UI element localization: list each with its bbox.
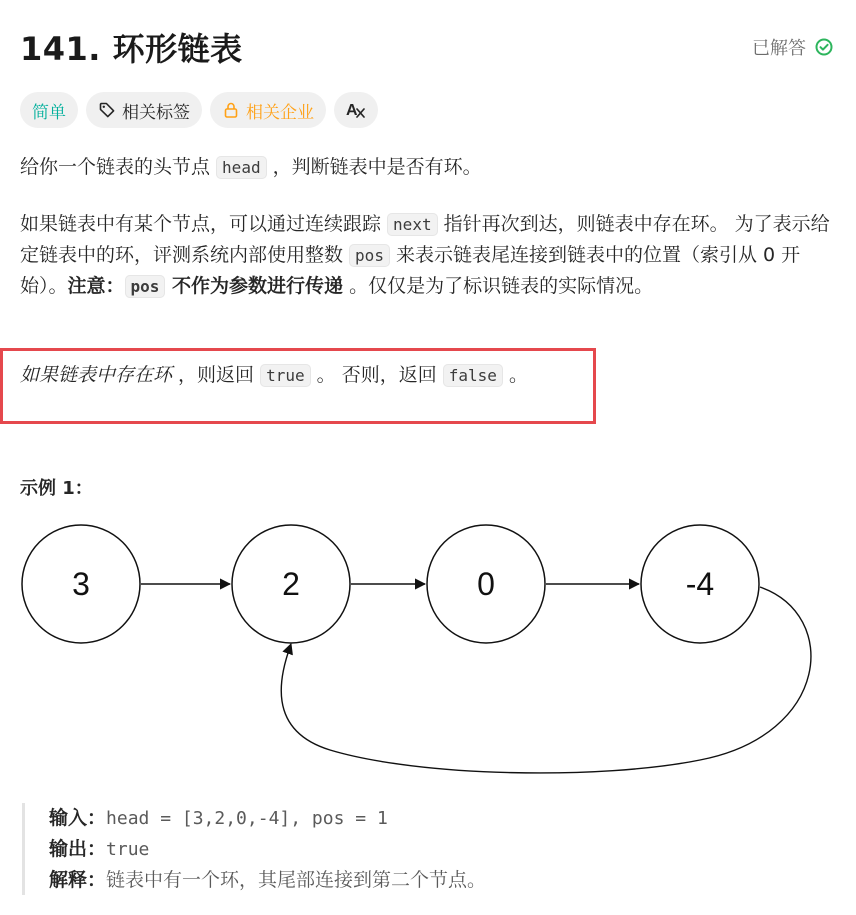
output-value: true [106,839,150,860]
inline-code-false: false [443,364,503,387]
description-paragraph-2 [20,209,835,302]
text-span: ，判断链表中是否有环。 [266,156,482,178]
difficulty-label: 简单 [32,102,66,123]
lock-icon [222,101,240,119]
input-value: head = [3,2,0,-4], pos = 1 [106,808,388,829]
explain-value: 链表中有一个环，其尾部连接到第二个节点。 [106,869,487,891]
text-span: 。 [502,364,528,386]
example-io-block [22,803,486,895]
example-explain-line [49,865,486,895]
page-title: 141. 环形链表 [20,30,243,68]
node-value: 0 [477,566,495,602]
tag-row [20,92,378,128]
inline-code-next: next [387,213,438,236]
bold-text: 不作为参数进行传递 [165,275,344,297]
output-label: 输出： [49,838,107,860]
text-span: 。 否则，返回 [310,364,443,386]
node-0 [427,525,545,643]
inline-code-pos-bold: pos [125,275,166,298]
text-span: 给你一个链表的头节点 [20,156,217,178]
text-span: 来表示链表尾连接到链表中的位置（索引从 0 开始）。 [20,244,801,297]
solved-status [752,34,834,60]
linked-list-diagram [0,515,856,785]
text-span: 如果链表中有某个节点，可以通过连续跟踪 [20,213,388,235]
node-value: -4 [685,566,715,602]
description-paragraph-1 [20,152,835,183]
node-value: 2 [282,566,300,602]
input-label: 输入： [49,807,107,829]
text-span: 。仅仅是为了标识链表的实际情况。 [343,275,654,297]
inline-code-head: head [216,156,267,179]
example-input-line [49,803,486,834]
translate-button[interactable] [334,92,378,128]
related-companies-label: 相关企业 [246,102,314,123]
related-topics-button[interactable] [86,92,202,128]
text-span: ，则返回 [172,364,261,386]
solved-label: 已解答 [752,38,806,59]
translate-icon [345,100,367,120]
example-title: 示例 1： [20,478,93,499]
annotation-highlight-box [0,348,596,424]
text-span: 指针再次到达，则链表中存在环。 为了表示给定链表中的环，评测系统内部使用整数 [20,213,830,266]
related-topics-label: 相关标签 [122,102,190,123]
check-circle-icon [814,37,834,57]
tag-icon [98,101,116,119]
example-output-line [49,834,486,865]
note-label: 注意： [67,275,125,297]
inline-code-pos: pos [349,244,390,267]
node-2 [232,525,350,643]
explain-label: 解释： [49,869,107,891]
inline-code-true: true [260,364,311,387]
node-neg4 [641,525,759,643]
svg-text:A: A [346,102,358,119]
difficulty-badge[interactable] [20,92,78,128]
node-3 [22,525,140,643]
related-companies-button[interactable] [210,92,326,128]
node-value: 3 [72,566,90,602]
italic-text: 如果链表中存在环 [20,364,173,386]
